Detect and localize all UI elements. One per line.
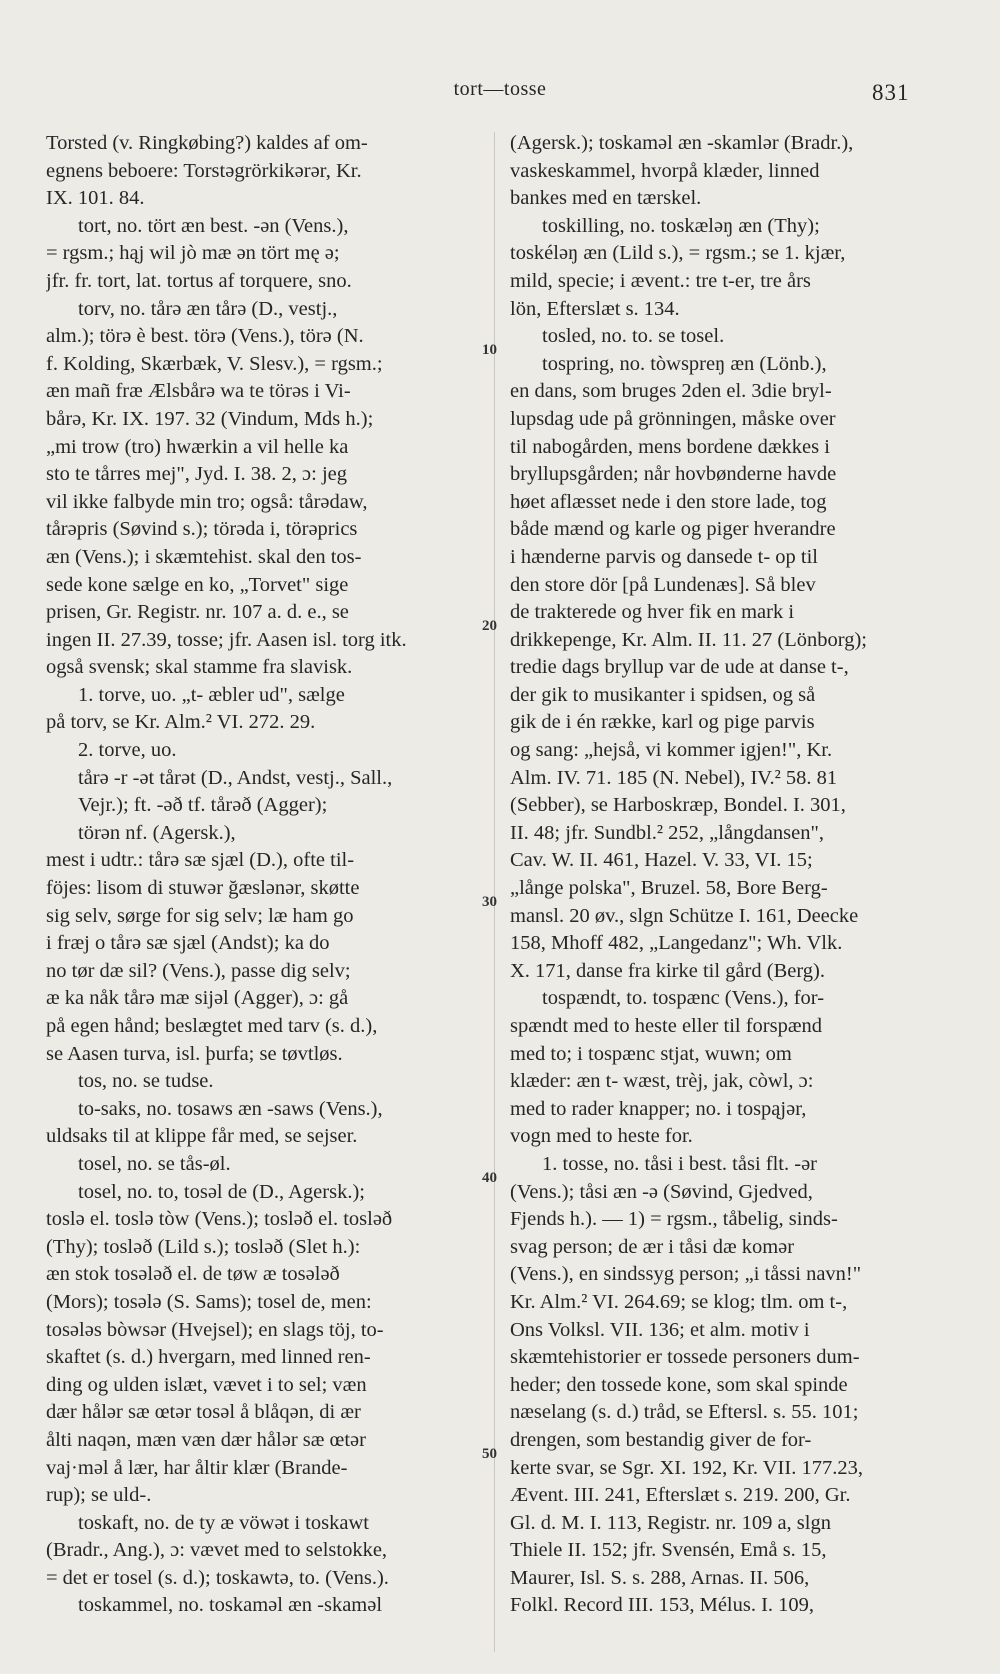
text-line: 2. torve, uo. — [78, 739, 177, 762]
text-line: dær hålər sæ œtər tosəl å blåqən, di ær — [46, 1401, 361, 1424]
text-line: skæmtehistorier er tossede personers dum- — [510, 1346, 860, 1369]
text-line: Maurer, Isl. S. s. 288, Arnas. II. 506, — [510, 1566, 810, 1589]
text-line: tospring, no. tòwspreŋ æn (Lönb.), — [542, 352, 827, 375]
text-line: törən nf. (Agersk.), — [78, 821, 236, 844]
text-line: tredie dags bryllup var de ude at danse t-, — [510, 656, 849, 679]
text-line: også svensk; skal stamme fra slavisk. — [46, 656, 353, 679]
text-line: no tør dæ sil? (Vens.), passe dig selv; — [46, 959, 351, 982]
text-line: på egen hånd; beslægtet med tarv (s. d.), — [46, 1015, 378, 1037]
running-head: tort—tosse — [453, 78, 547, 100]
text-line: „långe polska", Bruzel. 58, Bore Berg- — [510, 877, 828, 900]
text-line: (Thy); tosləð (Lild s.); tosləð (Slet h.): — [46, 1235, 361, 1258]
text-line: æn mañ fræ Ælsbårə wa te törəs i Vi- — [46, 380, 351, 403]
text-line: sig selv, sørge for sig selv; læ ham go — [46, 904, 354, 927]
text-line: ingen II. 27.39, tosse; jfr. Aasen isl. torg itk. — [46, 628, 407, 651]
right-column — [510, 130, 940, 1620]
text-line: bårə, Kr. IX. 197. 32 (Vindum, Mds h.); — [46, 407, 374, 430]
text-line: til nabogården, mens bordene dækkes i — [510, 435, 830, 458]
text-line: tosel, no. to, tosəl de (D., Agersk.); — [78, 1180, 365, 1203]
text-line: (Sebber), se Harboskræp, Bondel. I. 301, — [510, 794, 846, 817]
column-divider — [494, 132, 495, 1652]
text-line: sede kone sælge en ko, „Torvet" sige — [46, 573, 349, 596]
text-line: tårə -r -ət tårət (D., Andst, vestj., Sall., — [78, 766, 393, 789]
text-line: egnens beboere: Torstəgrörkikərər, Kr. — [46, 159, 362, 182]
text-line: (Agersk.); toskaməl æn -skamlər (Bradr.), — [510, 132, 854, 154]
page-number: 831 — [872, 80, 910, 105]
text-line: ding og ulden islæt, vævet i to sel; væn — [46, 1373, 367, 1396]
text-line: i fræj o tårə sæ sjæl (Andst); ka do — [46, 932, 330, 955]
text-line: toskaft, no. de ty æ vöwət i toskawt — [78, 1511, 369, 1534]
text-line: to-saks, no. tosaws æn -saws (Vens.), — [78, 1097, 383, 1120]
text-line: heder; den tossede kone, som skal spinde — [510, 1373, 848, 1396]
text-line: Kr. Alm.² VI. 264.69; se klog; tlm. om t-, — [510, 1290, 848, 1313]
text-line: mest i udtr.: tårə sæ sjæl (D.), ofte til- — [46, 849, 355, 872]
text-line: tårəpris (Søvind s.); törəda i, törəprics — [46, 518, 358, 541]
text-line: se Aasen turva, isl. þurfa; se tøvtløs. — [46, 1042, 343, 1065]
text-line: 158, Mhoff 482, „Langedanz"; Wh. Vlk. — [510, 932, 843, 955]
text-line: de trakterede og hver fik en mark i — [510, 601, 795, 624]
text-line: med to rader knapper; no. i tospąjər, — [510, 1097, 807, 1120]
text-line: Fjends h.). — 1) = rgsm., tåbelig, sinds- — [510, 1208, 838, 1231]
text-line: II. 48; jfr. Sundbl.² 252, „långdansen", — [510, 821, 824, 844]
text-line: Thiele II. 152; jfr. Svensén, Emå s. 15, — [510, 1539, 827, 1562]
text-line: Gl. d. M. I. 113, Registr. nr. 109 a, slgn — [510, 1511, 831, 1534]
text-line: vogn med to heste for. — [510, 1125, 693, 1148]
text-line: Vejr.); ft. -əð tf. tårəð (Agger); — [78, 794, 328, 817]
text-line: vaskeskammel, hvorpå klæder, linned — [510, 159, 820, 182]
text-line: svag person; de ær i tåsi dæ komər — [510, 1235, 795, 1258]
text-line: tort, no. tört æn best. -ən (Vens.), — [78, 214, 349, 237]
text-line: i hænderne parvis og dansede t- op til — [510, 545, 819, 568]
text-line: næselang (s. d.) tråd, se Eftersl. s. 55. 101; — [510, 1401, 859, 1424]
text-line: lupsdag ude på grönningen, måske over — [510, 407, 836, 430]
text-line: Folkl. Record III. 153, Mélus. I. 109, — [510, 1594, 815, 1617]
text-line: rup); se uld-. — [46, 1484, 152, 1507]
line-number: 10 — [482, 342, 497, 358]
text-line: sto te tårres mej", Jyd. I. 38. 2, ɔ: jeg — [46, 463, 347, 486]
text-line: æn (Vens.); i skæmtehist. skal den tos- — [46, 545, 362, 568]
text-line: skaftet (s. d.) hvergarn, med linned ren- — [46, 1346, 371, 1369]
text-line: lön, Efterslæt s. 134. — [510, 297, 680, 320]
text-line: der gik to musikanter i spidsen, og så — [510, 683, 816, 706]
text-line: tosələs bòwsər (Hvejsel); en slags töj, to- — [46, 1318, 384, 1341]
text-line: Alm. IV. 71. 185 (N. Nebel), IV.² 58. 81 — [510, 766, 838, 789]
text-line: på torv, se Kr. Alm.² VI. 272. 29. — [46, 711, 316, 734]
text-line: tos, no. se tudse. — [78, 1070, 214, 1093]
text-line: tosel, no. se tås-øl. — [78, 1152, 231, 1175]
text-line: tosled, no. to. se tosel. — [542, 325, 725, 348]
text-line: Ævent. III. 241, Efterslæt s. 219. 200, Gr. — [510, 1484, 851, 1507]
text-line: vaj·məl å lær, har åltir klær (Brande- — [46, 1456, 348, 1479]
text-line: bryllupsgården; når hovbønderne havde — [510, 463, 837, 486]
text-line: toskilling, no. toskæləŋ æn (Thy); — [542, 214, 820, 237]
text-line: spændt med to heste eller til forspænd — [510, 1015, 823, 1037]
text-line: f. Kolding, Skærbæk, V. Slesv.), = rgsm.; — [46, 352, 383, 375]
text-line: „mi trow (tro) hwærkin a vil helle ka — [46, 435, 349, 458]
text-line: föjes: lisom di stuwər ğæslənər, skøtte — [46, 877, 360, 900]
text-line: drikkepenge, Kr. Alm. II. 11. 27 (Lönborg); — [510, 628, 867, 651]
text-line: = det er tosel (s. d.); toskawtə, to. (Vens.). — [46, 1566, 389, 1589]
text-line: prisen, Gr. Registr. nr. 107 a. d. e., se — [46, 601, 349, 624]
text-line: mild, specie; i ævent.: tre t-er, tre års — [510, 269, 811, 292]
text-line: drengen, som bestandig giver de for- — [510, 1428, 812, 1451]
text-line: en dans, som bruges 2den el. 3die bryl- — [510, 380, 832, 403]
text-line: (Vens.); tåsi æn -ə (Søvind, Gjedved, — [510, 1180, 813, 1203]
text-line: klæder: æn t- wæst, trèj, jak, còwl, ɔ: — [510, 1070, 814, 1093]
text-line: og sang: „hejså, vi kommer igjen!", Kr. — [510, 739, 833, 762]
text-line: ålti naqən, mæn væn dær hålər sæ œtər — [46, 1428, 366, 1451]
text-line: toskéləŋ æn (Lild s.), = rgsm.; se 1. kjær, — [510, 242, 846, 265]
text-line: toslə el. toslə tòw (Vens.); toslǝð el. tosləð — [46, 1208, 393, 1231]
text-line: (Vens.), en sindssyg person; „i tåssi navn!" — [510, 1263, 862, 1286]
text-line: IX. 101. 84. — [46, 187, 145, 210]
text-line: uldsaks til at klippe får med, se sejser. — [46, 1125, 358, 1148]
text-line: æ ka nåk tårə mæ sijəl (Agger), ɔ: gå — [46, 987, 349, 1010]
text-line: gik de i én række, karl og pige parvis — [510, 711, 815, 734]
text-line: 1. tosse, no. tåsi i best. tåsi flt. -ər — [542, 1152, 817, 1175]
text-line: (Bradr., Ang.), ɔ: vævet med to selstokke, — [46, 1539, 388, 1562]
text-line: (Mors); tosələ (S. Sams); tosel de, men: — [46, 1290, 372, 1313]
text-line: torv, no. tårə æn tårə (D., vestj., — [78, 297, 338, 320]
text-line: vil ikke falbyde min tro; også: tårədaw, — [46, 490, 368, 513]
left-column — [46, 130, 464, 1620]
text-line: høet aflæsset nede i den store lade, tog — [510, 490, 827, 513]
text-line: med to; i tospænc stjat, wuwn; om — [510, 1042, 792, 1065]
text-line: 1. torve, uo. „t- æbler ud", sælge — [78, 683, 345, 706]
text-line: kerte svar, se Sgr. XI. 192, Kr. VII. 177.23, — [510, 1456, 863, 1479]
line-number: 40 — [482, 1170, 497, 1186]
line-number: 50 — [482, 1446, 497, 1462]
text-line: både mænd og karle og piger hverandre — [510, 518, 836, 541]
text-line: tospændt, to. tospænc (Vens.), for- — [542, 987, 825, 1010]
text-line: Torsted (v. Ringkøbing?) kaldes af om- — [46, 132, 368, 154]
line-number: 20 — [482, 618, 497, 634]
text-line: bankes med en tærskel. — [510, 187, 702, 210]
text-line: mansl. 20 øv., slgn Schütze I. 161, Deecke — [510, 904, 859, 927]
text-line: den store dör [på Lundenæs]. Så blev — [510, 573, 816, 596]
text-line: X. 171, danse fra kirke til gård (Berg). — [510, 959, 825, 982]
text-line: Ons Volksl. VII. 136; et alm. motiv i — [510, 1318, 810, 1341]
text-line: alm.); törə è best. törə (Vens.), törə (N. — [46, 325, 364, 348]
text-line: Cav. W. II. 461, Hazel. V. 33, VI. 15; — [510, 849, 813, 872]
text-line: æn stok tosələð el. de tøw æ tosələð — [46, 1263, 340, 1286]
text-line: toskammel, no. toskaməl æn -skaməl — [78, 1594, 383, 1617]
line-number: 30 — [482, 894, 497, 910]
text-line: = rgsm.; hąj wil jò mæ ən tört mę ə; — [46, 242, 340, 265]
text-line: jfr. fr. tort, lat. tortus af torquere, sno. — [46, 269, 352, 292]
